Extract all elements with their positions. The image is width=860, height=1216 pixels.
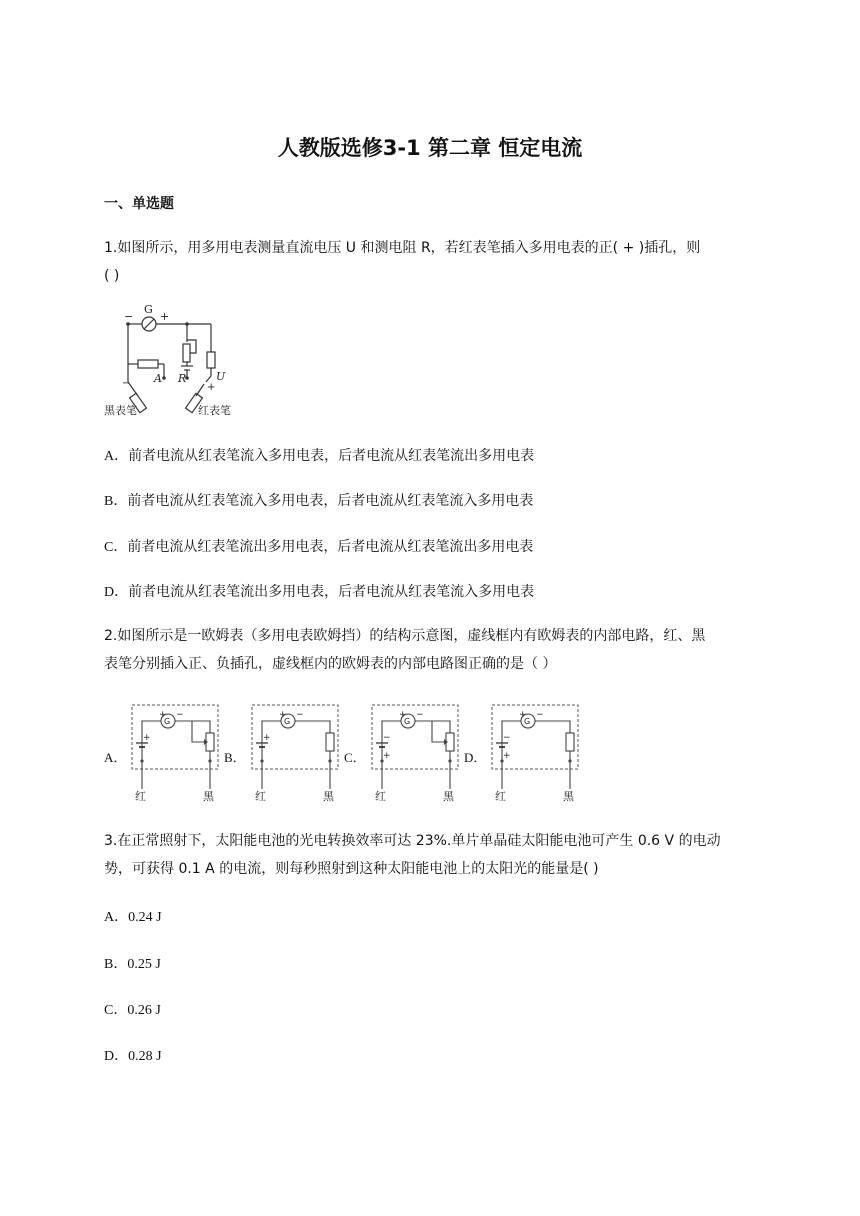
question-1-option-b[interactable]: B．前者电流从红表笔流入多用电表，后者电流从红表笔流入多用电表 — [104, 493, 534, 509]
minus-sign: − — [416, 710, 424, 720]
question-3-option-c[interactable]: C．0.26 J — [104, 1003, 161, 1018]
question-1-line-2: ( ) — [104, 268, 120, 284]
circuit-option-a[interactable] — [104, 703, 222, 803]
label-r: R — [178, 372, 187, 385]
red-terminal-label: 红 — [255, 790, 266, 803]
black-terminal-label: 黑 — [443, 790, 454, 803]
question-3-line-2: 势，可获得 0.1 A 的电流，则每秒照射到这种太阳能电池上的太阳光的能量是( ) — [104, 861, 599, 877]
slider-wire — [432, 721, 444, 742]
circuit-option-letter: B． — [224, 750, 246, 765]
svg-text:−: − — [122, 378, 131, 389]
red-terminal-label: 红 — [495, 790, 506, 803]
black-terminal-label: 黑 — [563, 790, 574, 803]
battery-top-polarity: − — [503, 733, 511, 743]
battery-top-polarity: + — [263, 733, 271, 743]
question-1-option-a[interactable]: A．前者电流从红表笔流入多用电表，后者电流从红表笔流出多用电表 — [104, 448, 535, 464]
minus-sign: − — [536, 710, 544, 720]
svg-text:+: + — [160, 310, 170, 323]
black-probe-label: 黑表笔 — [104, 404, 137, 417]
circuit-option-d[interactable] — [464, 703, 582, 803]
circuit-option-letter: A． — [104, 750, 127, 765]
circuit-option-c[interactable] — [344, 703, 462, 803]
wire — [535, 721, 570, 733]
wire — [295, 721, 330, 733]
ohmmeter-circuit-diagram — [488, 703, 582, 803]
red-terminal-label: 红 — [375, 790, 386, 803]
question-3-stem — [104, 827, 756, 883]
minus-sign: − — [296, 710, 304, 720]
question-1-option-d[interactable]: D．前者电流从红表笔流出多用电表，后者电流从红表笔流入多用电表 — [104, 584, 535, 600]
section-heading: 一、单选题 — [104, 196, 174, 212]
circuit-option-b[interactable] — [224, 703, 342, 803]
ohmmeter-circuit-diagram — [128, 703, 222, 803]
slider-wire — [192, 721, 204, 742]
plus-sign: + — [279, 710, 287, 720]
battery-bottom-polarity: + — [503, 751, 511, 761]
red-terminal-label: 红 — [135, 790, 146, 803]
ohmmeter-circuit-diagram — [368, 703, 462, 803]
resistor-symbol-right — [207, 352, 215, 368]
battery-top-polarity: + — [143, 733, 151, 743]
red-probe-label: 红表笔 — [198, 404, 231, 417]
svg-text:−: − — [124, 310, 134, 323]
question-2-line-2: 表笔分别插入正、负插孔，虚线框内的欧姆表的内部电路图正确的是（ ） — [104, 656, 557, 672]
rheostat-icon — [326, 733, 334, 751]
question-3-option-b[interactable]: B．0.25 J — [104, 957, 161, 972]
resistor-symbol — [138, 360, 158, 368]
black-terminal-label: 黑 — [323, 790, 334, 803]
plus-sign: + — [159, 710, 167, 720]
label-a: A — [154, 372, 162, 385]
question-2-line-1: 2.如图所示是一欧姆表（多用电表欧姆挡）的结构示意图，虚线框内有欧姆表的内部电路，红、黑 — [104, 628, 706, 644]
question-1-circuit-figure — [104, 304, 244, 420]
galvanometer-label: G — [164, 717, 171, 726]
ohmmeter-circuit-diagram — [248, 703, 342, 803]
question-1-stem — [104, 234, 756, 290]
svg-text:+: + — [207, 382, 216, 393]
question-3-line-1: 3.在正常照射下，太阳能电池的光电转换效率可达 23%.单片单晶硅太阳能电池可产生 0.6 V 的电动 — [104, 833, 721, 849]
circuit-option-letter: D． — [464, 750, 487, 765]
question-2-stem — [104, 622, 756, 678]
rheostat-icon — [566, 733, 574, 751]
black-terminal-label: 黑 — [203, 790, 214, 803]
circuit-option-letter: C． — [344, 750, 366, 765]
plus-sign: + — [399, 710, 407, 720]
page-title: 人教版选修3-1 第二章 恒定电流 — [277, 136, 583, 160]
question-3-option-a[interactable]: A．0.24 J — [104, 910, 162, 925]
question-3-option-d[interactable]: D．0.28 J — [104, 1049, 162, 1064]
battery-bottom-polarity: + — [383, 751, 391, 761]
minus-sign: − — [176, 710, 184, 720]
label-u: U — [216, 370, 226, 383]
galvanometer-label: G — [144, 304, 153, 316]
question-1-option-c[interactable]: C．前者电流从红表笔流出多用电表，后者电流从红表笔流出多用电表 — [104, 539, 534, 555]
plus-sign: + — [519, 710, 527, 720]
galvanometer-label: G — [404, 717, 411, 726]
rheostat-symbol — [183, 344, 190, 362]
galvanometer-label: G — [524, 717, 531, 726]
question-1-line-1: 1.如图所示，用多用电表测量直流电压 U 和测电阻 R，若红表笔插入多用电表的正( + )插孔，则 — [104, 240, 701, 256]
battery-top-polarity: − — [383, 733, 391, 743]
galvanometer-label: G — [284, 717, 291, 726]
